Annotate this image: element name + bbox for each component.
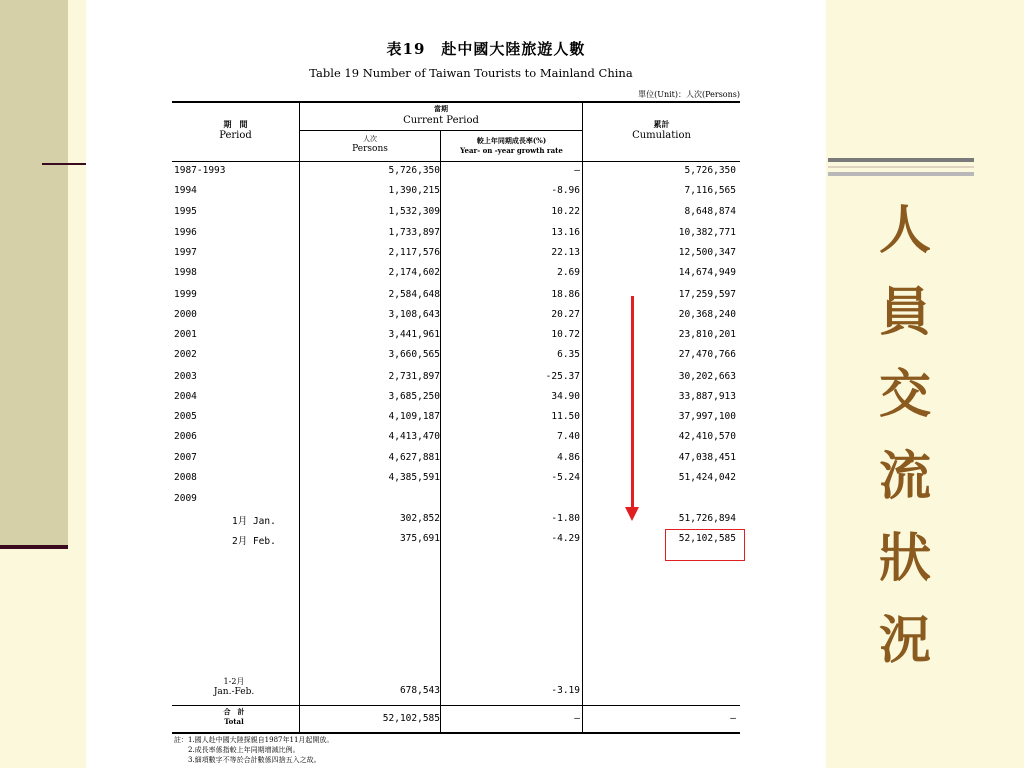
cumulation-cell: 27,470,766 — [678, 349, 736, 360]
side-title-char: 交 — [878, 365, 931, 425]
growth-cell: 11.50 — [551, 411, 580, 422]
cumulation-cell: 10,382,771 — [678, 227, 736, 238]
growth-cell: -4.29 — [551, 533, 580, 544]
growth-cell: 22.13 — [551, 247, 580, 258]
period-cell: 2001 — [174, 329, 197, 340]
growth-header-en: Year- on -year growth rate — [460, 146, 563, 155]
month-cell: 1月 Jan. — [232, 516, 276, 527]
persons-cell: 375,691 — [399, 533, 440, 544]
growth-cell: 34.90 — [551, 391, 580, 402]
right-decor-line-bottom — [828, 172, 974, 176]
side-title — [860, 190, 950, 682]
period-cell: 2005 — [174, 411, 197, 422]
persons-cell: 2,174,602 — [388, 267, 440, 278]
persons-cell: 2,117,576 — [388, 247, 440, 258]
table-row — [174, 329, 740, 349]
table-row — [174, 247, 740, 267]
persons-header — [300, 134, 440, 154]
total-top-rule — [172, 705, 740, 706]
persons-cell: 3,685,250 — [388, 391, 440, 402]
table-row — [174, 289, 740, 309]
persons-cell: 52,102,585 — [382, 713, 440, 724]
period-header — [172, 118, 299, 142]
growth-cell: 2.69 — [557, 267, 580, 278]
header-split-rule — [300, 130, 582, 131]
side-title-char: 流 — [878, 447, 931, 507]
cumulation-cell: 20,368,240 — [678, 309, 736, 320]
growth-cell: -3.19 — [551, 685, 580, 696]
persons-cell: 3,660,565 — [388, 349, 440, 360]
subtotal-period-zh: 1-2月 — [223, 677, 245, 686]
cumulation-cell: 51,424,042 — [678, 472, 736, 483]
table-row-month — [174, 533, 740, 553]
highlight-box — [665, 529, 745, 561]
left-decor-bar — [0, 0, 68, 548]
growth-cell: 13.16 — [551, 227, 580, 238]
subtotal-period-en: Jan.-Feb. — [213, 687, 255, 697]
growth-cell: 10.22 — [551, 206, 580, 217]
footnote: 2.成長率係指較上年同期增減比例。 — [174, 746, 300, 754]
total-period-zh: 合 計 — [223, 707, 245, 716]
period-cell: 1994 — [174, 185, 197, 196]
period-cell: 1987-1993 — [174, 165, 226, 176]
period-cell: 2002 — [174, 349, 197, 360]
table-row — [174, 431, 740, 451]
table-row — [174, 309, 740, 329]
growth-cell: – — [574, 165, 580, 176]
table-row — [174, 165, 740, 185]
persons-cell: 2,731,897 — [388, 371, 440, 382]
cumulation-cell: 17,259,597 — [678, 289, 736, 300]
down-arrow-icon — [631, 296, 634, 508]
persons-cell: 4,413,470 — [388, 431, 440, 442]
persons-cell: 678,543 — [399, 685, 440, 696]
cum-header-en: Cumulation — [632, 130, 691, 141]
growth-cell: -1.80 — [551, 513, 580, 524]
table-row — [174, 267, 740, 287]
cumulation-cell: 7,116,565 — [684, 185, 736, 196]
cumulation-cell: 30,202,663 — [678, 371, 736, 382]
persons-cell: 302,852 — [399, 513, 440, 524]
persons-cell: 3,441,961 — [388, 329, 440, 340]
left-decor-tick — [42, 163, 86, 165]
table-row-month — [174, 513, 740, 533]
current-header-zh: 當期 — [434, 104, 448, 113]
cumulation-cell: 5,726,350 — [684, 165, 736, 176]
growth-cell: 20.27 — [551, 309, 580, 320]
persons-cell: 5,726,350 — [388, 165, 440, 176]
period-cell: 2000 — [174, 309, 197, 320]
period-cell: 2004 — [174, 391, 197, 402]
cumulation-cell: 33,887,913 — [678, 391, 736, 402]
cumulation-cell: 23,810,201 — [678, 329, 736, 340]
growth-cell: 10.72 — [551, 329, 580, 340]
growth-cell: -8.96 — [551, 185, 580, 196]
period-cell: 2009 — [174, 493, 197, 504]
cumulation-cell: 37,997,100 — [678, 411, 736, 422]
side-title-char: 況 — [878, 611, 931, 671]
total-period-en: Total — [224, 717, 244, 726]
table-row — [174, 411, 740, 431]
persons-cell: 2,584,648 — [388, 289, 440, 300]
cumulation-cell: 8,648,874 — [684, 206, 736, 217]
cumulation-cell: 12,500,347 — [678, 247, 736, 258]
table-row — [174, 472, 740, 492]
table-row — [174, 452, 740, 472]
growth-cell: -25.37 — [545, 371, 580, 382]
cumulation-cell: 47,038,451 — [678, 452, 736, 463]
footnote: 3.細項數字不等於合計數係四捨五入之故。 — [174, 756, 321, 764]
period-cell: 1997 — [174, 247, 197, 258]
growth-cell: 4.86 — [557, 452, 580, 463]
right-decor-line-top — [828, 158, 974, 162]
period-header-zh: 期 間 — [223, 119, 248, 129]
side-title-char: 員 — [878, 283, 931, 343]
period-cell: 2006 — [174, 431, 197, 442]
persons-cell: 3,108,643 — [388, 309, 440, 320]
left-decor-line — [0, 545, 68, 549]
side-title-char: 狀 — [878, 529, 931, 589]
growth-cell: 7.40 — [557, 431, 580, 442]
table-row — [174, 349, 740, 369]
growth-cell: – — [574, 713, 580, 724]
persons-cell: 1,532,309 — [388, 206, 440, 217]
persons-cell: 4,627,881 — [388, 452, 440, 463]
persons-cell: 4,109,187 — [388, 411, 440, 422]
cumulation-cell: 51,726,894 — [678, 513, 736, 524]
month-cell: 2月 Feb. — [232, 536, 276, 547]
table-row — [174, 391, 740, 411]
side-title-char: 人 — [878, 201, 931, 261]
period-cell: 1998 — [174, 267, 197, 278]
table-title-en: Table 19 Number of Taiwan Tourists to Mainland China — [309, 66, 633, 80]
growth-header — [441, 136, 582, 156]
current-header-en: Current Period — [403, 115, 479, 126]
table-title-zh: 表19 赴中國大陸旅遊人數 — [386, 40, 586, 58]
growth-header-zh: 較上年同期成長率(%) — [476, 136, 547, 145]
cum-header-zh: 累計 — [653, 119, 670, 129]
cumulation-header — [583, 118, 740, 142]
period-header-en: Period — [219, 130, 252, 141]
header-bottom-rule — [172, 161, 740, 162]
table-row — [174, 227, 740, 247]
period-cell: 1999 — [174, 289, 197, 300]
growth-cell: -5.24 — [551, 472, 580, 483]
total-row — [174, 713, 740, 733]
cumulation-cell: – — [730, 713, 736, 724]
footnote: 註：1.國人赴中國大陸探親自1987年11月起開放。 — [174, 736, 334, 744]
current-period-header — [300, 103, 582, 127]
persons-header-en: Persons — [352, 144, 388, 154]
period-cell: 1995 — [174, 206, 197, 217]
cumulation-cell: 52,102,585 — [678, 533, 736, 544]
table-row — [174, 493, 740, 513]
subtotal-row — [174, 685, 740, 705]
table-row — [174, 185, 740, 205]
period-cell: 2008 — [174, 472, 197, 483]
growth-cell: 18.86 — [551, 289, 580, 300]
period-cell: 1996 — [174, 227, 197, 238]
arrow-head-icon — [625, 507, 639, 521]
cumulation-cell: 42,410,570 — [678, 431, 736, 442]
persons-cell: 1,733,897 — [388, 227, 440, 238]
growth-cell: 6.35 — [557, 349, 580, 360]
cumulation-cell: 14,674,949 — [678, 267, 736, 278]
right-decor-line-mid — [828, 166, 974, 168]
unit-label: 單位(Unit)：人次(Persons) — [638, 90, 740, 99]
period-cell: 2007 — [174, 452, 197, 463]
footnotes — [174, 735, 333, 765]
table-row — [174, 371, 740, 391]
period-cell: 2003 — [174, 371, 197, 382]
persons-cell: 4,385,591 — [388, 472, 440, 483]
persons-header-zh: 人次 — [363, 135, 377, 143]
table-row — [174, 206, 740, 226]
persons-cell: 1,390,215 — [388, 185, 440, 196]
